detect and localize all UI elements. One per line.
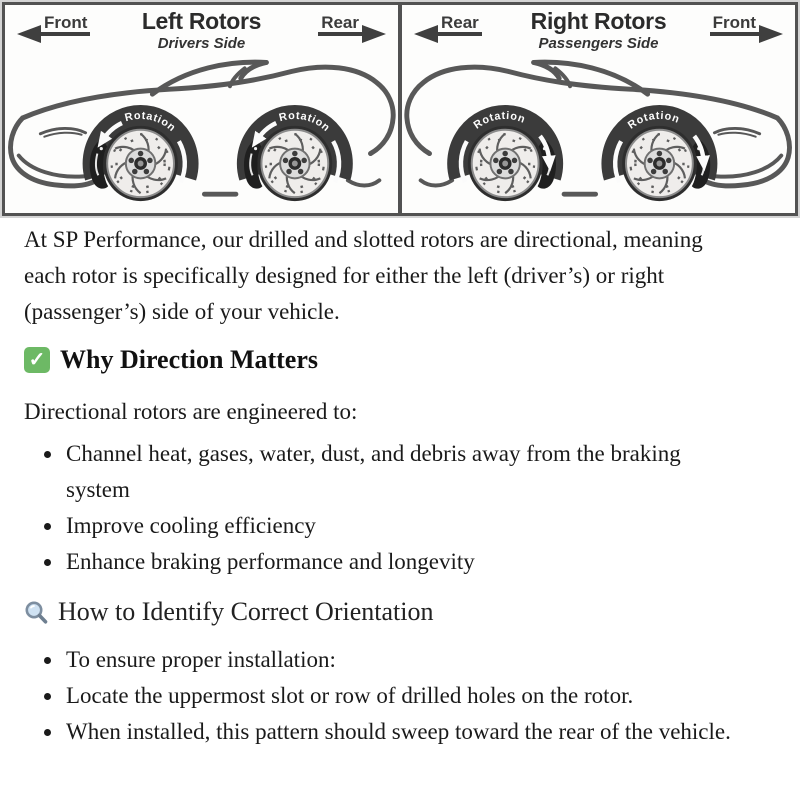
panel-subtitle: Passengers Side (538, 35, 659, 52)
heading-text: How to Identify Correct Orientation (58, 597, 434, 626)
right-arrow-icon (362, 25, 386, 43)
identify-orientation-heading (24, 594, 734, 630)
panel-right-rotors (402, 5, 795, 213)
right-arrow-icon (759, 25, 783, 43)
list-item: • Channel heat, gases, water, dust, and debris away from the braking system (64, 436, 734, 508)
direction-text: Front (41, 14, 90, 36)
direction-text: Front (710, 14, 759, 36)
rotor-direction-diagram (2, 2, 798, 216)
magnifier-icon (24, 600, 49, 625)
page (0, 2, 800, 802)
intro-paragraph: At SP Performance, our drilled and slotted rotors are directional, meaning each rotor is specifically designed for either the left (driver’s) or right (passenger’s) side of your vehicle. (24, 227, 703, 324)
check-mark-icon: ✓ (24, 347, 50, 373)
list-item: • Improve cooling efficiency (64, 508, 734, 544)
install-list (24, 642, 734, 750)
rotation-label: Rotation (625, 109, 682, 132)
panel-left-rotors (5, 5, 402, 213)
direction-text: Rear (438, 14, 482, 36)
list-item: • Locate the uppermost slot or row of drilled holes on the rotor. (64, 678, 734, 714)
why-direction-matters-heading (24, 344, 734, 376)
rotation-label: Rotation (471, 109, 528, 132)
benefit-list (24, 436, 734, 580)
panel-title: Right Rotors (530, 8, 667, 34)
article-content (0, 222, 800, 750)
front-direction-label (710, 14, 783, 36)
heading-text: Why Direction Matters (60, 345, 319, 374)
list-item: • Enhance braking performance and longevity (64, 544, 734, 580)
rotation-label: Rotation (123, 109, 179, 135)
engineered-lead: Directional rotors are engineered to: (24, 399, 358, 424)
direction-text: Rear (318, 14, 362, 36)
list-item: • When installed, this pattern should sweep toward the rear of the vehicle. (64, 714, 734, 750)
panel-title: Left Rotors (141, 8, 262, 34)
list-item: • To ensure proper installation: (64, 642, 734, 678)
rotation-label: Rotation (277, 109, 333, 135)
rear-direction-label (318, 14, 386, 36)
panel-subtitle: Drivers Side (157, 35, 246, 52)
